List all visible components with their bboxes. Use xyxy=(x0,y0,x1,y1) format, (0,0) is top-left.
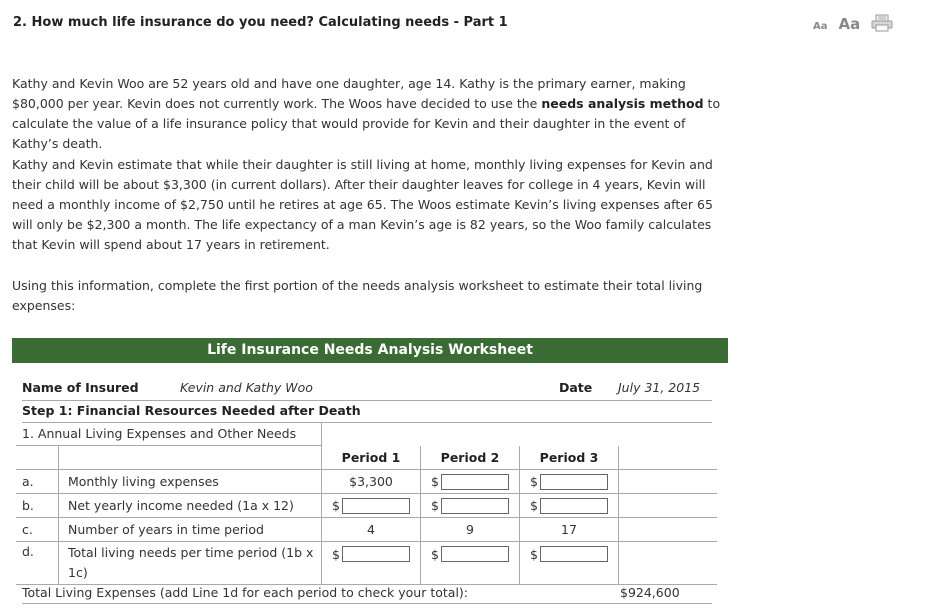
blank-cell xyxy=(619,494,718,518)
currency-symbol: $ xyxy=(431,546,439,562)
step1-row xyxy=(22,400,712,423)
row-letter: b. xyxy=(16,494,59,518)
blank-cell xyxy=(421,422,718,446)
period-1-years: 4 xyxy=(322,518,421,542)
blank-cell xyxy=(322,422,421,446)
blank-cell xyxy=(619,470,718,494)
row-description-line-2: 1c) xyxy=(68,565,88,580)
table-row xyxy=(16,518,717,542)
expenses-paragraph: Kathy and Kevin estimate that while their daughter is still living at home, monthly living expenses for Kevin and their child will be about $3,300 (in current dollars). After their daughter leaves for college in 4 years, Kevin will need a monthly income of $2,750 until he retires at age 65. The Woos estimate Kevin’s living expenses after 65 will only be $2,300 a month. The life expectancy of a man Kevin’s age is 82 years, so the Woo family calculates that Kevin will spend about 17 years in retirement. xyxy=(12,157,713,252)
row-description: Number of years in time period xyxy=(59,518,322,542)
total-needs-period-1-input[interactable] xyxy=(342,546,410,562)
currency-symbol: $ xyxy=(332,498,340,513)
row-description: Net yearly income needed (1a x 12) xyxy=(59,494,322,518)
currency-symbol: $ xyxy=(431,498,439,513)
font-size-decrease-button[interactable]: Aa xyxy=(813,21,828,32)
name-label: Name of Insured xyxy=(22,380,139,395)
total-needs-period-2-input[interactable] xyxy=(441,546,509,562)
font-size-increase-button[interactable]: Aa xyxy=(838,15,861,33)
blank-cell xyxy=(619,518,718,542)
table-row xyxy=(16,494,717,518)
total-label: Total Living Expenses (add Line 1d for each period to check your total): xyxy=(22,585,469,600)
currency-symbol: $ xyxy=(332,546,340,562)
date-label: Date xyxy=(559,380,593,395)
blank-cell xyxy=(619,446,718,470)
instruction-paragraph: Using this information, complete the first portion of the needs analysis worksheet to estimate their total living expenses: xyxy=(12,278,703,313)
blank-cell xyxy=(59,446,322,470)
period-3-header: Period 3 xyxy=(520,446,619,470)
worksheet-table xyxy=(16,422,717,585)
blank-cell xyxy=(619,542,718,585)
print-icon[interactable] xyxy=(871,14,893,32)
insured-row xyxy=(22,372,712,401)
section1-heading: 1. Annual Living Expenses and Other Needs xyxy=(16,422,322,446)
currency-symbol: $ xyxy=(530,498,538,513)
intro-text-1: Kathy and Kevin Woo are 52 years old and have one daughter, age 14. Kathy is the primary earner, making $80,000 per year. Kevin does not currently work. The Woos have decided to use the xyxy=(12,76,686,111)
intro-text-2: to calculate the value of a life insurance policy that would provide for Kevin and their daughter in the event of Kathy’s death. xyxy=(12,96,721,151)
total-value: $924,600 xyxy=(620,585,680,600)
row-description: Monthly living expenses xyxy=(59,470,322,494)
date-value: July 31, 2015 xyxy=(618,380,701,395)
yearly-income-period-2-input[interactable] xyxy=(441,498,509,514)
row-letter: d. xyxy=(16,542,59,585)
blank-cell xyxy=(16,446,59,470)
worksheet-title: Life Insurance Needs Analysis Worksheet xyxy=(12,338,728,363)
period-2-years: 9 xyxy=(421,518,520,542)
row-description xyxy=(59,542,322,585)
period-3-years: 17 xyxy=(520,518,619,542)
period-2-header: Period 2 xyxy=(421,446,520,470)
total-needs-period-3-input[interactable] xyxy=(540,546,608,562)
period-header-row xyxy=(16,446,717,470)
row-letter: c. xyxy=(16,518,59,542)
table-row xyxy=(16,542,717,585)
currency-symbol: $ xyxy=(530,474,538,489)
intro-bold-term: needs analysis method xyxy=(541,96,704,111)
row-letter: a. xyxy=(16,470,59,494)
section-row xyxy=(16,422,717,446)
currency-symbol: $ xyxy=(431,474,439,489)
table-row xyxy=(16,470,717,494)
intro-paragraph xyxy=(12,74,732,154)
name-value: Kevin and Kathy Woo xyxy=(180,380,313,395)
monthly-expenses-period-2-input[interactable] xyxy=(441,474,509,490)
question-title: 2. How much life insurance do you need? Calculating needs - Part 1 xyxy=(13,15,508,30)
yearly-income-period-1-input[interactable] xyxy=(342,498,410,514)
monthly-expenses-period-3-input[interactable] xyxy=(540,474,608,490)
step1-heading: Step 1: Financial Resources Needed after Death xyxy=(22,403,361,418)
period-1-value: $3,300 xyxy=(322,470,421,494)
yearly-income-period-3-input[interactable] xyxy=(540,498,608,514)
reading-tools xyxy=(813,14,893,32)
period-1-header: Period 1 xyxy=(322,446,421,470)
row-description-line-1: Total living needs per time period (1b x xyxy=(68,545,314,560)
total-row xyxy=(22,581,712,604)
currency-symbol: $ xyxy=(530,546,538,562)
